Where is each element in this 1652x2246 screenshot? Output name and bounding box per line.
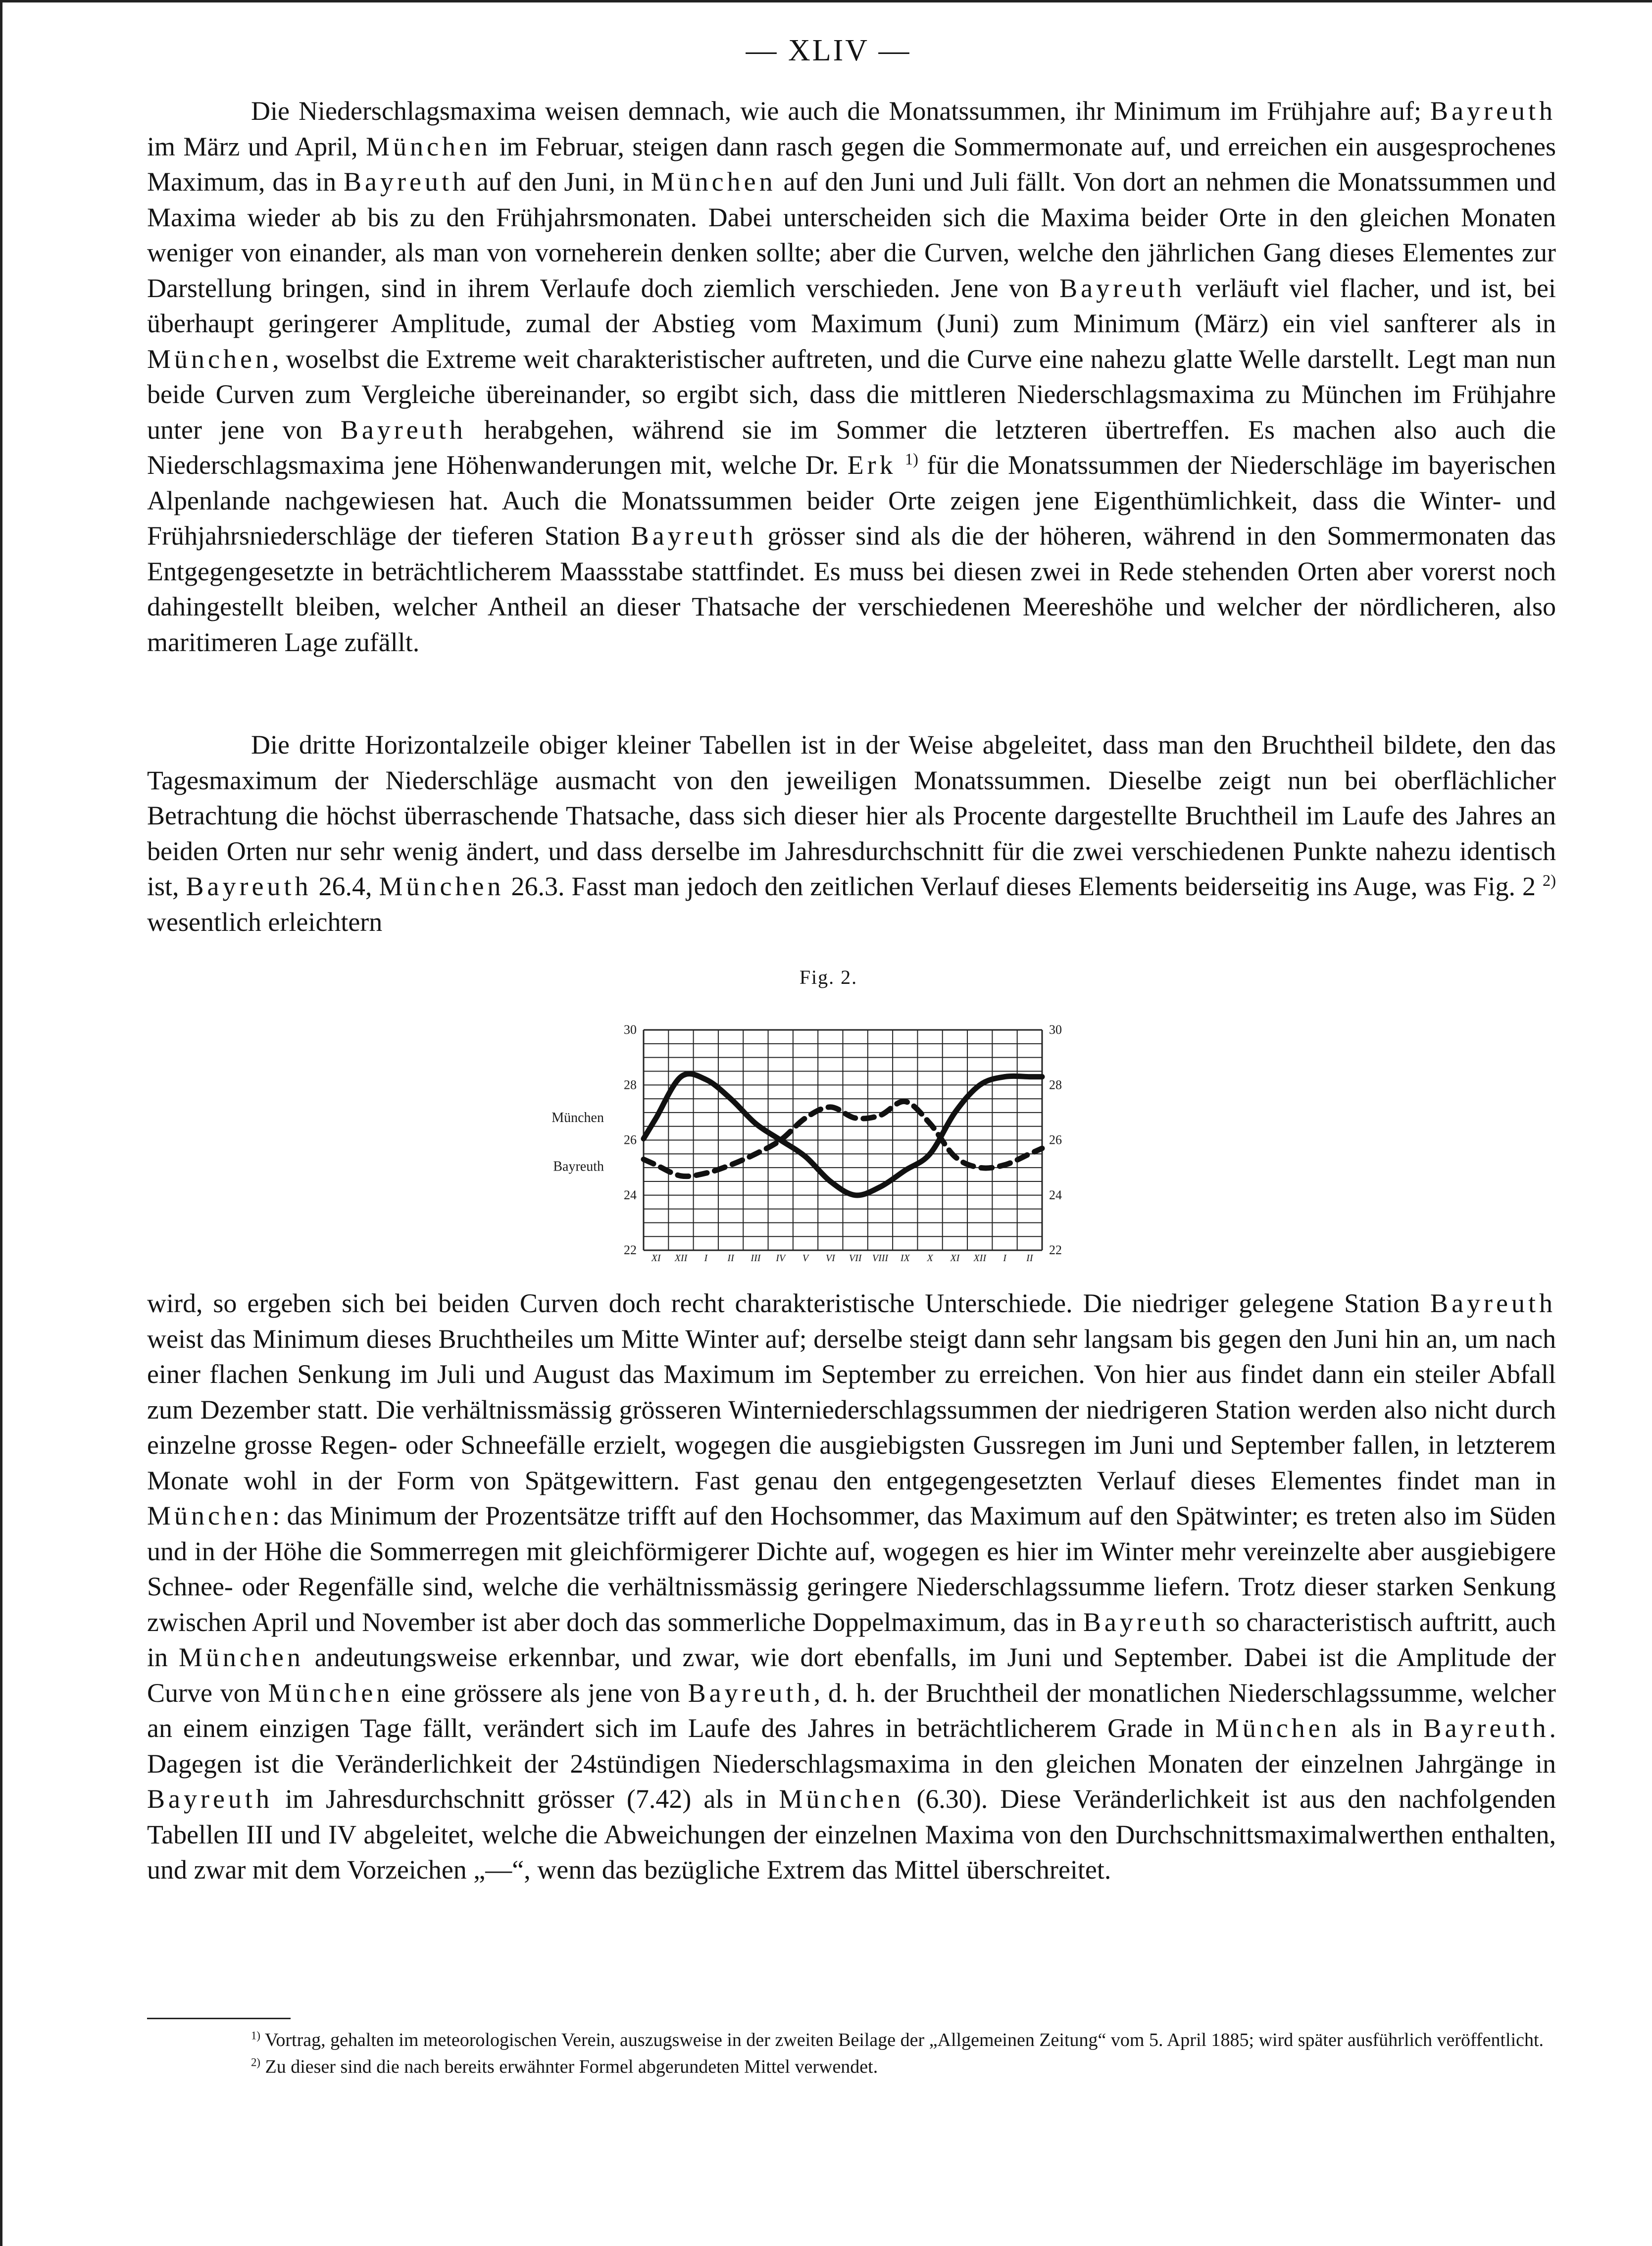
place-name: München <box>1215 1713 1341 1743</box>
place-name: Bayreuth <box>688 1678 814 1708</box>
y-tick-label: 22 <box>1049 1243 1062 1257</box>
text-span: auf den Juni, in <box>469 167 651 197</box>
text-span: herabgehen, während sie im Sommer die letzteren übertreffen. Es machen also auch die Niederschlagsmaxima jene Höhenwanderungen mit, welche Dr. <box>147 414 1556 480</box>
text-span: im März und April, <box>147 131 366 161</box>
y-tick-label: 30 <box>624 1022 637 1037</box>
x-axis <box>651 1253 1034 1264</box>
x-tick-label: XII <box>674 1253 688 1264</box>
footnote-1 <box>147 2028 1556 2052</box>
x-tick-label: XI <box>950 1253 960 1264</box>
x-tick-label: VII <box>849 1253 862 1264</box>
y-axis-left <box>624 1022 637 1257</box>
place-name: München <box>147 344 272 374</box>
x-tick-label: XI <box>651 1253 661 1264</box>
x-tick-label: I <box>1003 1253 1006 1264</box>
x-tick-label: II <box>1026 1253 1033 1264</box>
place-name: München <box>379 871 504 901</box>
x-tick-label: II <box>727 1253 734 1264</box>
chart-grid <box>644 1030 1042 1250</box>
x-tick-label: XII <box>973 1253 986 1264</box>
y-tick-label: 22 <box>624 1243 637 1257</box>
person-name: Erk <box>847 450 897 480</box>
paragraph-2 <box>147 727 1556 940</box>
text-span: 26.4, <box>311 871 379 901</box>
text-span: Die dritte Horizontalzeile obiger kleiner Tabellen ist in der Weise abgeleitet, dass man den Bruchtheil bildete, den das Tagesmaximum der Niederschläge ausmacht von den jeweiligen Monatssummen. Dieselbe zeigt nun bei oberflächlicher Betrachtung die höchst überraschende Thatsache, dass sich dieser hier als Procente dargestellte Bruchtheil im Laufe des Jahres an beiden Orten nur sehr wenig ändert, und dass derselbe im Jahresdurchschnitt für die zwei verschiedenen Punkte nahezu identisch ist, <box>147 730 1556 901</box>
place-name: Bayreuth <box>344 167 469 197</box>
text-span: für die Monatssummen der Niederschläge im bayerischen Alpenlande nachgewiesen hat. Auch die Monatssummen beider Orte zeigen jene Eigenthümlichkeit, dass die Winter- und Frühjahrsniederschläge der tieferen Station <box>147 450 1556 551</box>
x-tick-label: IX <box>900 1253 910 1264</box>
place-name: München <box>268 1678 394 1708</box>
footnote-mark: 2) <box>251 2056 260 2069</box>
place-name: Bayreuth <box>1083 1607 1209 1637</box>
y-tick-label: 26 <box>624 1132 637 1147</box>
text-span: so characteristisch auftritt, auch in <box>147 1607 1556 1672</box>
footnotes <box>147 2028 1556 2081</box>
chart-legend <box>551 1110 604 1174</box>
footnote-text: Zu dieser sind die nach bereits erwähnter Formel abgerundeten Mittel verwendet. <box>260 2056 878 2077</box>
text-span: (6.30). Diese Veränderlichkeit ist aus den nachfolgenden Tabellen III und IV abgeleitet, welche die Abweichungen der einzelnen Maxima von den Durchschnittsmaximalwerthen enthalten, und zwar mit dem Vorzeichen „—“, wenn das bezügliche Extrem das Mittel überschreitet. <box>147 1784 1556 1885</box>
place-name: Bayreuth <box>147 1784 273 1814</box>
paragraph-3 <box>147 1286 1556 1888</box>
text-span: , woselbst die Extreme weit charakteristischer auftreten, und die Curve eine nahezu glatte Welle darstellt. Legt man nun beide Curven zum Vergleiche übereinander, so ergibt sich, dass die mittleren Niederschlagsmaxima zu München im Frühjahre unter jene von <box>147 344 1556 445</box>
y-tick-label: 24 <box>624 1187 637 1202</box>
y-tick-label: 30 <box>1049 1022 1062 1037</box>
y-axis-right <box>1049 1022 1062 1257</box>
footnote-mark: 1) <box>251 2029 260 2042</box>
legend-label-bayreuth: Bayreuth <box>553 1159 604 1174</box>
text-span: eine grössere als jene von <box>393 1678 688 1708</box>
place-name: Bayreuth <box>1430 1288 1556 1318</box>
x-tick-label: X <box>927 1253 933 1264</box>
x-tick-label: IV <box>776 1253 786 1264</box>
place-name: Bayreuth <box>1423 1713 1550 1743</box>
y-tick-label: 26 <box>1049 1132 1062 1147</box>
place-name: München <box>651 167 776 197</box>
footnote-2 <box>147 2054 1556 2079</box>
text-span: im Jahresdurchschnitt grösser (7.42) als in <box>272 1784 779 1814</box>
text-span: wesentlich erleichtern <box>147 907 383 937</box>
text-span: 26.3. Fasst man jedoch den zeitlichen Verlauf dieses Elements beiderseitig ins Auge, was Fig. 2 <box>504 871 1536 901</box>
place-name: München <box>147 1501 272 1531</box>
text-span: wird, so ergeben sich bei beiden Curven doch recht charakteristische Unterschiede. Die niedriger gelegene Station <box>147 1288 1431 1318</box>
figure-2-chart <box>507 1003 1141 1280</box>
text-span: : das Minimum der Prozentsätze trifft auf den Hochsommer, das Maximum auf den Spätwinter; es treten also im Süden und in der Höhe die Sommerregen mit gleichförmigerer Dichte auf, wogegen es hier im Winter mehr vereinzelte aber ausgiebigere Schnee- oder Regenfälle sind, welche die verhältnissmässig geringere Niederschlagssumme liefern. Trotz dieser starken Senkung zwischen April und November ist aber doch das sommerliche Doppelmaximum, das in <box>147 1501 1556 1637</box>
text-span: . Dagegen ist die Veränderlichkeit der 24stündigen Niederschlagsmaxima in den gleichen Monaten der einzelnen Jahrgänge in <box>147 1713 1556 1779</box>
text-span: , d. h. der Bruchtheil der monatlichen Niederschlagssumme, welcher an einem einzigen Tage fällt, verändert sich im Laufe des Jahres in beträchtlicherem Grade in <box>147 1678 1556 1743</box>
text-span: im Februar, steigen dann rasch gegen die Sommermonate auf, und erreichen ein ausgesprochenes Maximum, das in <box>147 131 1556 197</box>
text-span: als in <box>1340 1713 1424 1743</box>
y-tick-label: 28 <box>1049 1077 1062 1092</box>
text-span: Die Niederschlagsmaxima weisen demnach, wie auch die Monatssummen, ihr Minimum im Frühjahre auf; <box>251 96 1421 126</box>
place-name: München <box>779 1784 904 1814</box>
footnote-ref-2: 2) <box>1543 872 1556 890</box>
x-tick-label: V <box>802 1253 809 1264</box>
text-span: andeutungsweise erkennbar, und zwar, wie dort ebenfalls, im Juni und September. Dabei ist die Amplitude der Curve von <box>147 1642 1556 1708</box>
x-tick-label: I <box>704 1253 708 1264</box>
text-span: grösser sind als die der höheren, während in den Sommermonaten das Entgegengesetzte in beträchtlicherem Maassstabe stattfindet. Es muss bei diesen zwei in Rede stehenden Orten aber vorerst noch dahingestellt bleiben, welcher Antheil an dieser Thatsache der verschiedenen Meereshöhe und welcher der nördlicheren, also maritimeren Lage zufällt. <box>147 521 1556 657</box>
x-tick-label: VI <box>825 1253 835 1264</box>
place-name: München <box>365 131 491 161</box>
x-tick-label: III <box>751 1253 761 1264</box>
place-name: München <box>178 1642 304 1672</box>
footnote-text: Vortrag, gehalten im meteorologischen Verein, auszugsweise in der zweiten Beilage der „Allgemeinen Zeitung“ vom 5. April 1885; wird später ausführlich veröffentlicht. <box>260 2030 1544 2050</box>
place-name: Bayreuth <box>186 871 312 901</box>
legend-label-muenchen: München <box>551 1110 604 1125</box>
text-span: weist das Minimum dieses Bruchtheiles um Mitte Winter auf; derselbe steigt dann sehr langsam bis gegen den Juni hin an, um nach einer flachen Senkung im Juli und August das Maximum im September zu erreichen. Von hier aus findet dann ein steiler Abfall zum Dezember statt. Die verhältnissmässig grösseren Winterniederschlagssummen der niedrigeren Station werden also nicht durch einzelne grosse Regen- oder Schneefälle erzielt, wogegen die ausgiebigsten Gussregen im Juni und September fallen, in letzterem Monate wohl in der Form von Spätgewittern. Fast genau den entgegengesetzten Verlauf dieses Elementes findet man in <box>147 1324 1556 1495</box>
place-name: Bayreuth <box>1059 273 1186 303</box>
paragraph-1 <box>147 94 1556 660</box>
y-tick-label: 24 <box>1049 1187 1062 1202</box>
figure-caption: Fig. 2. <box>799 966 858 988</box>
text-span: verläuft viel flacher, und ist, bei überhaupt geringerer Amplitude, zumal der Abstieg vom Maximum (Juni) zum Minimum (März) ein viel sanfterer als in <box>147 273 1556 338</box>
footnote-divider <box>147 2018 291 2019</box>
text-span: auf den Juni und Juli fällt. Von dort an nehmen die Monatssummen und Maxima wieder ab bis zu den Frühjahrsmonaten. Dabei unterscheiden sich die Maxima beider Orte in den gleichen Monaten weniger von einander, als man von vorneherein denken sollte; aber die Curven, welche den jährlichen Gang dieses Elementes zur Darstellung bringen, sind in ihrem Verlaufe doch ziemlich verschieden. Jene von <box>147 167 1556 303</box>
footnote-ref-1: 1) <box>904 451 918 468</box>
place-name: Bayreuth <box>1430 96 1556 126</box>
page-number: — XLIV — <box>746 34 911 67</box>
place-name: Bayreuth <box>340 414 466 445</box>
place-name: Bayreuth <box>631 521 757 551</box>
y-tick-label: 28 <box>624 1077 637 1092</box>
x-tick-label: VIII <box>872 1253 889 1264</box>
